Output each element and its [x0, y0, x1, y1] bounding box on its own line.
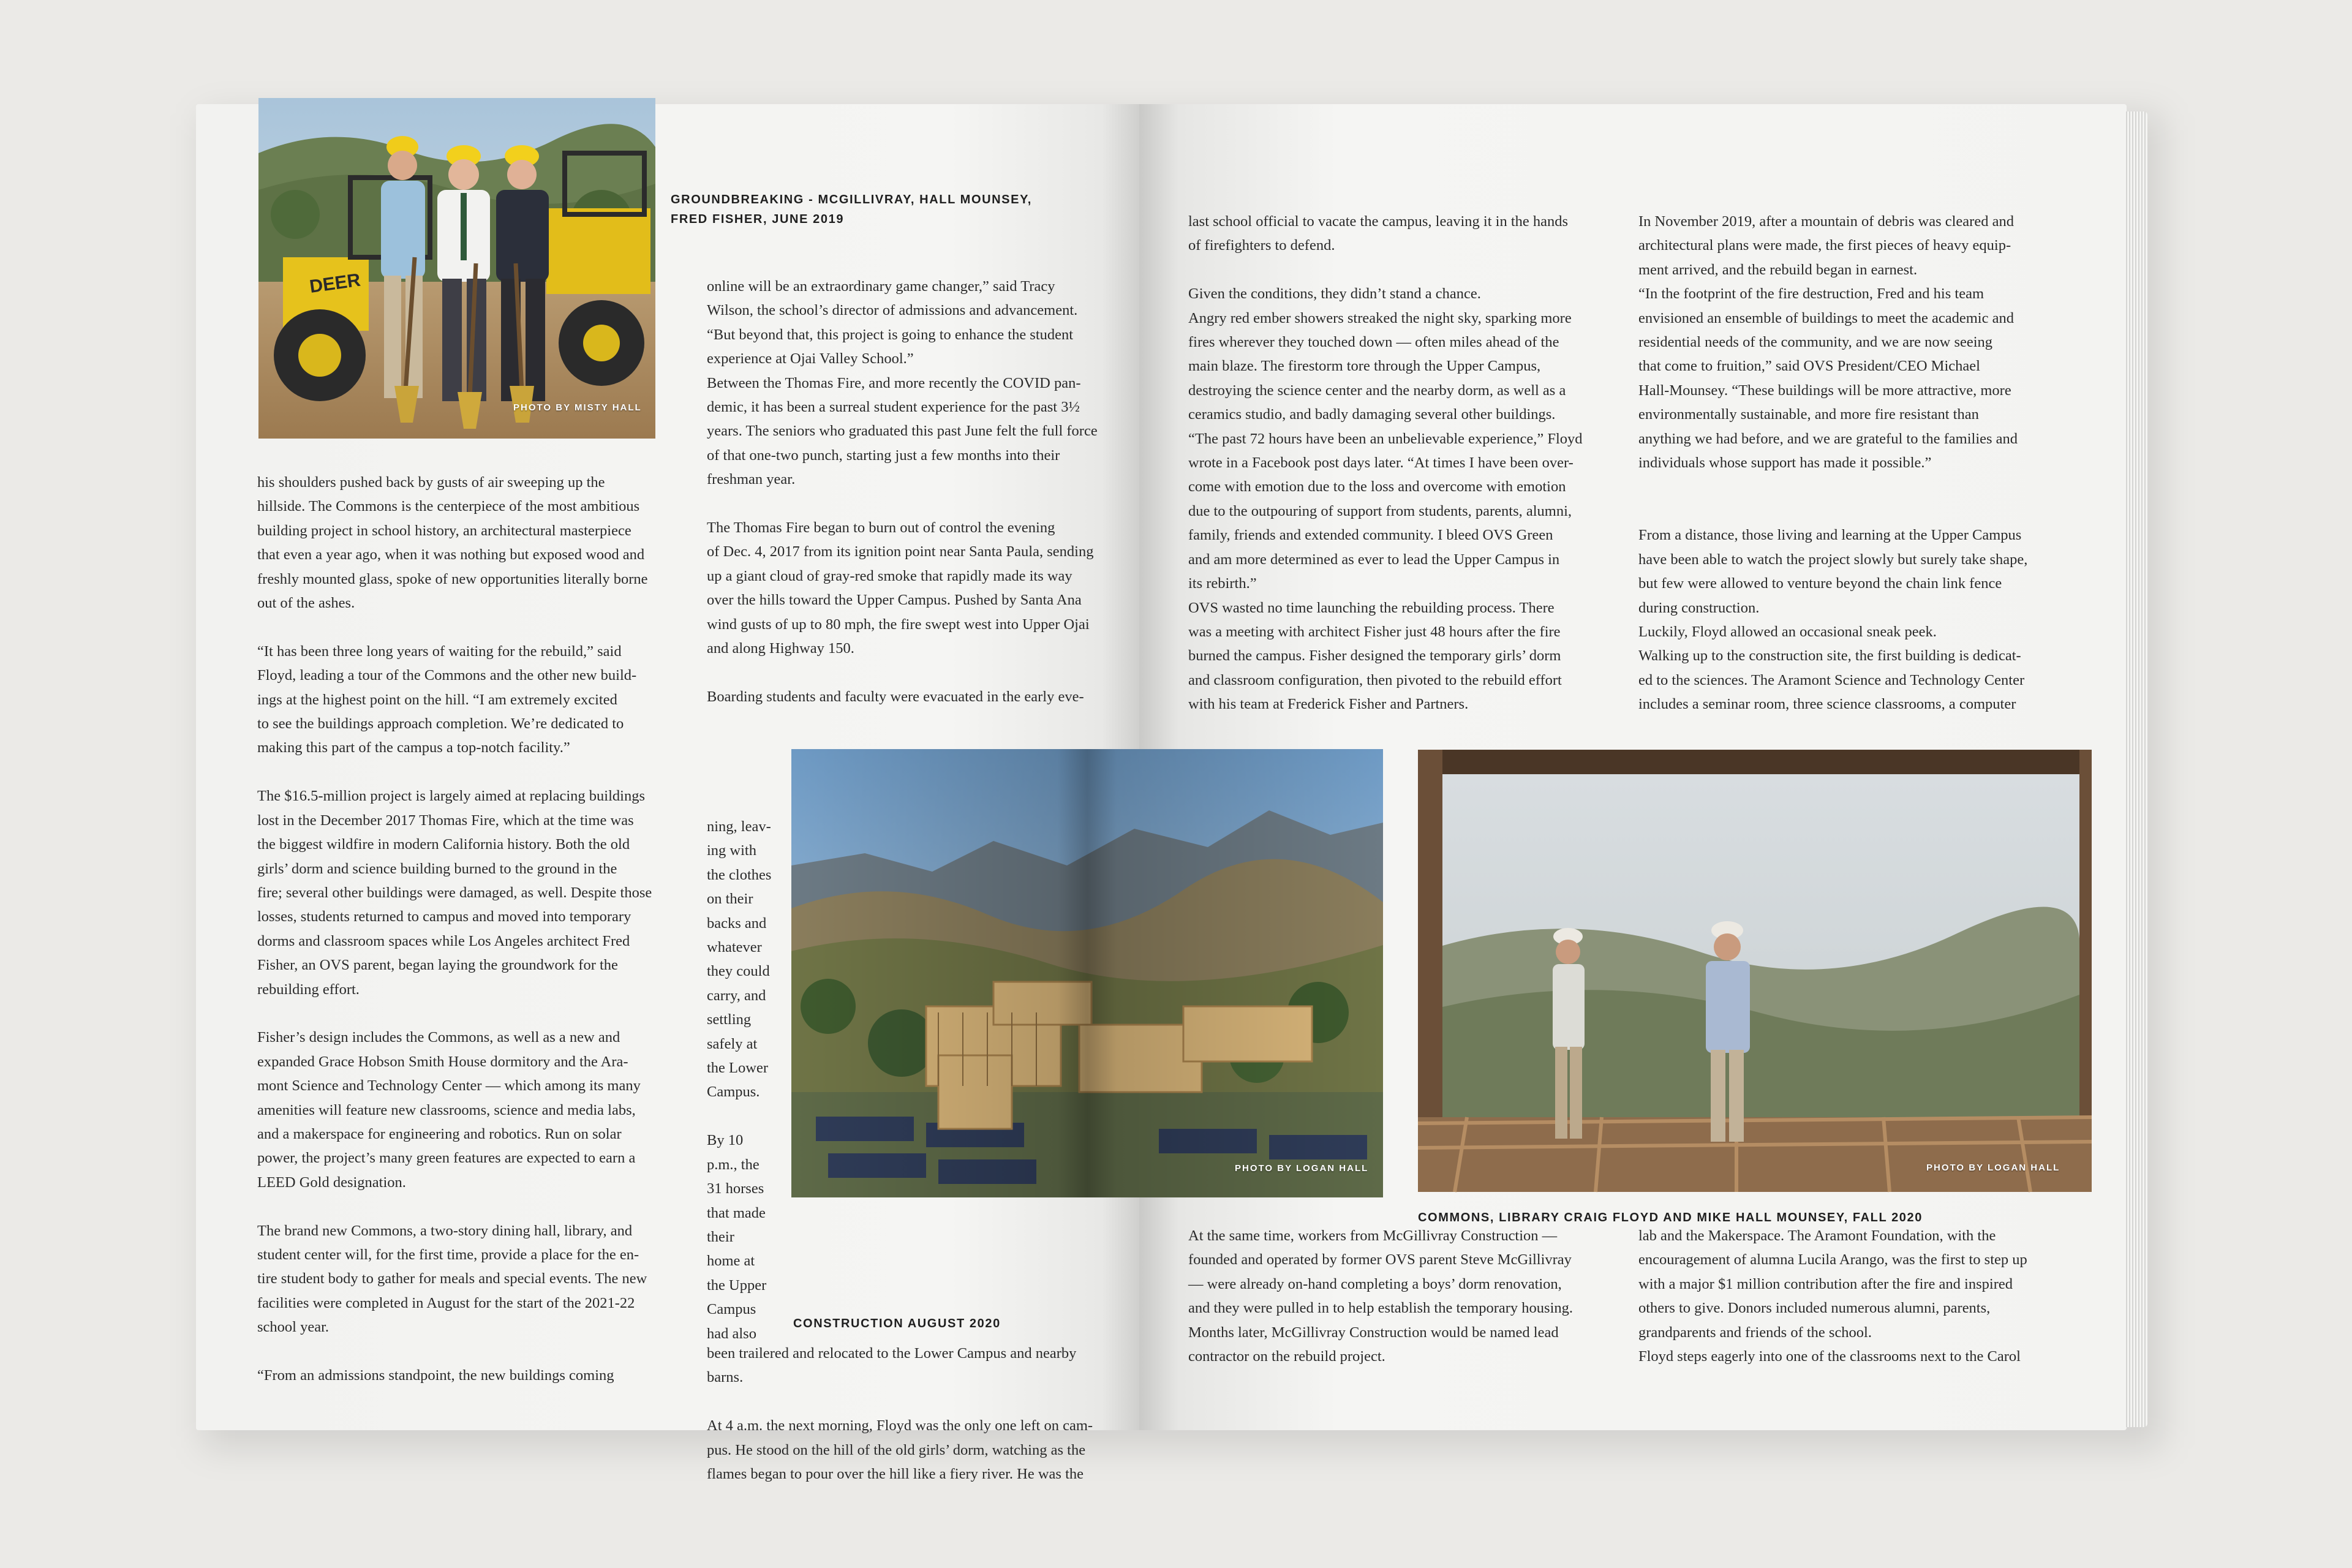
construction-photo: [791, 749, 1383, 1197]
groundbreaking-photo-credit: PHOTO BY MISTY HALL: [513, 402, 642, 413]
right-column-1-top-text: last school official to vacate the campus, leaving it in the hands of firefighters to defend. Given the conditions, they didn’t stand a chance. Angry red ember showers streaked the night sky, sparking more fires wherever they touched down — often miles ahead of the main blaze. The firestorm tore through the Upper Campus, destroying the science center and the nearby dorm, as well as a ceramics studio, and badly damaging several other buildings. “The past 72 hours have been an unbelievable experience,” Floyd wrote in a Facebook post days later. “At times I have been over- come with emotion due to the loss and overcome with emotion due to the outpouring of support from students, parents, alumni, family, friends and extended community. I bleed OVS Green and am more determined as ever to lead the Upper Campus in its rebirth.” OVS wasted no time launching the rebuilding process. There was a meeting with architect Fisher just 48 hours after the fire burned the campus. Fisher designed the temporary girls’ dorm and classroom configuration, then pivoted to the rebuild effort with his team at Frederick Fisher and Partners.: [1188, 213, 1583, 713]
groundbreaking-photo: [258, 98, 655, 439]
right-column-2-top-text: In November 2019, after a mountain of debris was cleared and architectural plans were made, the first pieces of heavy equip- ment arrived, and the rebuild began in earnest. “In the footprint of the fire destruction, Fred and his team envisioned an ensemble of buildings to meet the academic and residential needs of the community, and we are now seeing that come to fruition,” said OVS President/CEO Michael Hall-Mounsey. “These buildings will be more attractive, more environmentally sustainable, and more fire resistant than anything we had before, and we are grateful to the families and individuals whose support has made it possible.” From a distance, those living and learning at the Upper Campus have been able to watch the project slowly but surely take shape, but few were allowed to venture beyond the chain link fence during construction. Luckily, Floyd allowed an occasional sneak peek. Walking up to the construction site, the first building is dedicat- ed to the sciences. The Aramont Science and Technology Center includes a seminar room, three science classrooms, a computer: [1638, 213, 2028, 713]
right-column-1-bottom-text: At the same time, workers from McGillivray Construction — founded and operated by former OVS parent Steve McGillivray — were already on-hand completing a boys’ dorm renovation, and they were pulled in to help establish the temporary housing. Months later, McGillivray Construction would be named lead contractor on the rebuild project.: [1188, 1227, 1574, 1365]
right-column-2-bottom-text: lab and the Makerspace. The Aramont Foundation, with the encouragement of alumna Lucila Arango, was the first to step up with a major $1 million contribution after the fire and inspired others to give. Donors included numerous alumni, parents, grandparents and friends of the school. Floyd steps eagerly into one of the classrooms next to the Carol: [1638, 1227, 2027, 1365]
page-stack-edge: [2124, 111, 2147, 1427]
commons-illustration: [1418, 750, 2092, 1192]
tractor-brand-text: DEER: [308, 270, 362, 297]
commons-photo-credit: PHOTO BY LOGAN HALL: [1926, 1163, 2060, 1173]
left-column-2-narrow-text: ning, leav- ing with the clothes on their backs and whatever they could carry, and settling safely at the Lower Campus. By 10 p.m., the 31 horses that made their home at the Upper Campus had also: [707, 818, 772, 1342]
left-column-1-text: his shoulders pushed back by gusts of air sweeping up the hillside. The Commons is the centerpiece of the most ambitious building project in school history, an architectural masterpiece that even a year ago, when it was nothing but exposed wood and freshly mounted glass, spoke of new opportunities literally borne out of the ashes. “It has been three long years of waiting for the rebuild,” said Floyd, leading a tour of the Commons and the other new build- ings at the highest point on the hill. “I am extremely excited to see the buildings approach completion. We’re dedicated to making this part of the campus a top-notch facility.” The $16.5-million project is largely aimed at replacing buildings lost in the December 2017 Thomas Fire, which at the time was the biggest wildfire in modern California history. Both the old girls’ dorm and science building burned to the ground in the fire; several other buildings were damaged, as well. Despite those losses, students returned to campus and moved into temporary dorms and classroom spaces while Los Angeles architect Fred Fisher, an OVS parent, began laying the groundwork for the rebuilding effort. Fisher’s design includes the Commons, as well as a new and expanded Grace Hobson Smith House dormitory and the Ara- mont Science and Technology Center — which among its many amenities will feature new classrooms, science and media labs, and a makerspace for engineering and robotics. Run on solar power, the project’s many green features are expected to earn a LEED Gold designation. The brand new Commons, a two-story dining hall, library, and student center will, for the first time, provide a place for the en- tire student body to gather for meals and special events. The new facilities were completed in August for the start of the 2021-22 school year. “From an admissions standpoint, the new buildings coming: [257, 474, 652, 1384]
left-column-2-top-text: online will be an extraordinary game changer,” said Tracy Wilson, the school’s director of admissions and advancement. “But beyond that, this project is going to enhance the student experience at Ojai Valley School.” Between the Thomas Fire, and more recently the COVID pan- demic, it has been a surreal student experience for the past 3½ years. The seniors who graduated this past June felt the full force of that one-two punch, starting just a few months into their freshman year. The Thomas Fire began to burn out of control the evening of Dec. 4, 2017 from its ignition point near Santa Paula, sending up a giant cloud of gray-red smoke that rapidly made its way over the hills toward the Upper Campus. Pushed by Santa Ana wind gusts of up to 80 mph, the fire swept west into Upper Ojai and along Highway 150. Boarding students and faculty were evacuated in the early eve-: [707, 278, 1098, 705]
left-column-2-bottom-text: been trailered and relocated to the Lower Campus and nearby barns. At 4 a.m. the next morning, Floyd was the only one left on cam- pus. He stood on the hill of the old girls’ dorm, watching as the flames began to pour over the hill like a fiery river. He was the: [707, 1345, 1093, 1483]
construction-illustration: [791, 749, 1383, 1197]
commons-caption: COMMONS, LIBRARY CRAIG FLOYD AND MIKE HALL MOUNSEY, FALL 2020: [1418, 1211, 1923, 1224]
construction-photo-credit: PHOTO BY LOGAN HALL: [1235, 1163, 1369, 1174]
groundbreaking-caption: GROUNDBREAKING - MCGILLIVRAY, HALL MOUNSEY, FRED FISHER, JUNE 2019: [671, 193, 1032, 226]
construction-caption: CONSTRUCTION AUGUST 2020: [793, 1317, 1001, 1330]
groundbreaking-illustration: [258, 98, 655, 439]
commons-photo: [1418, 750, 2092, 1192]
